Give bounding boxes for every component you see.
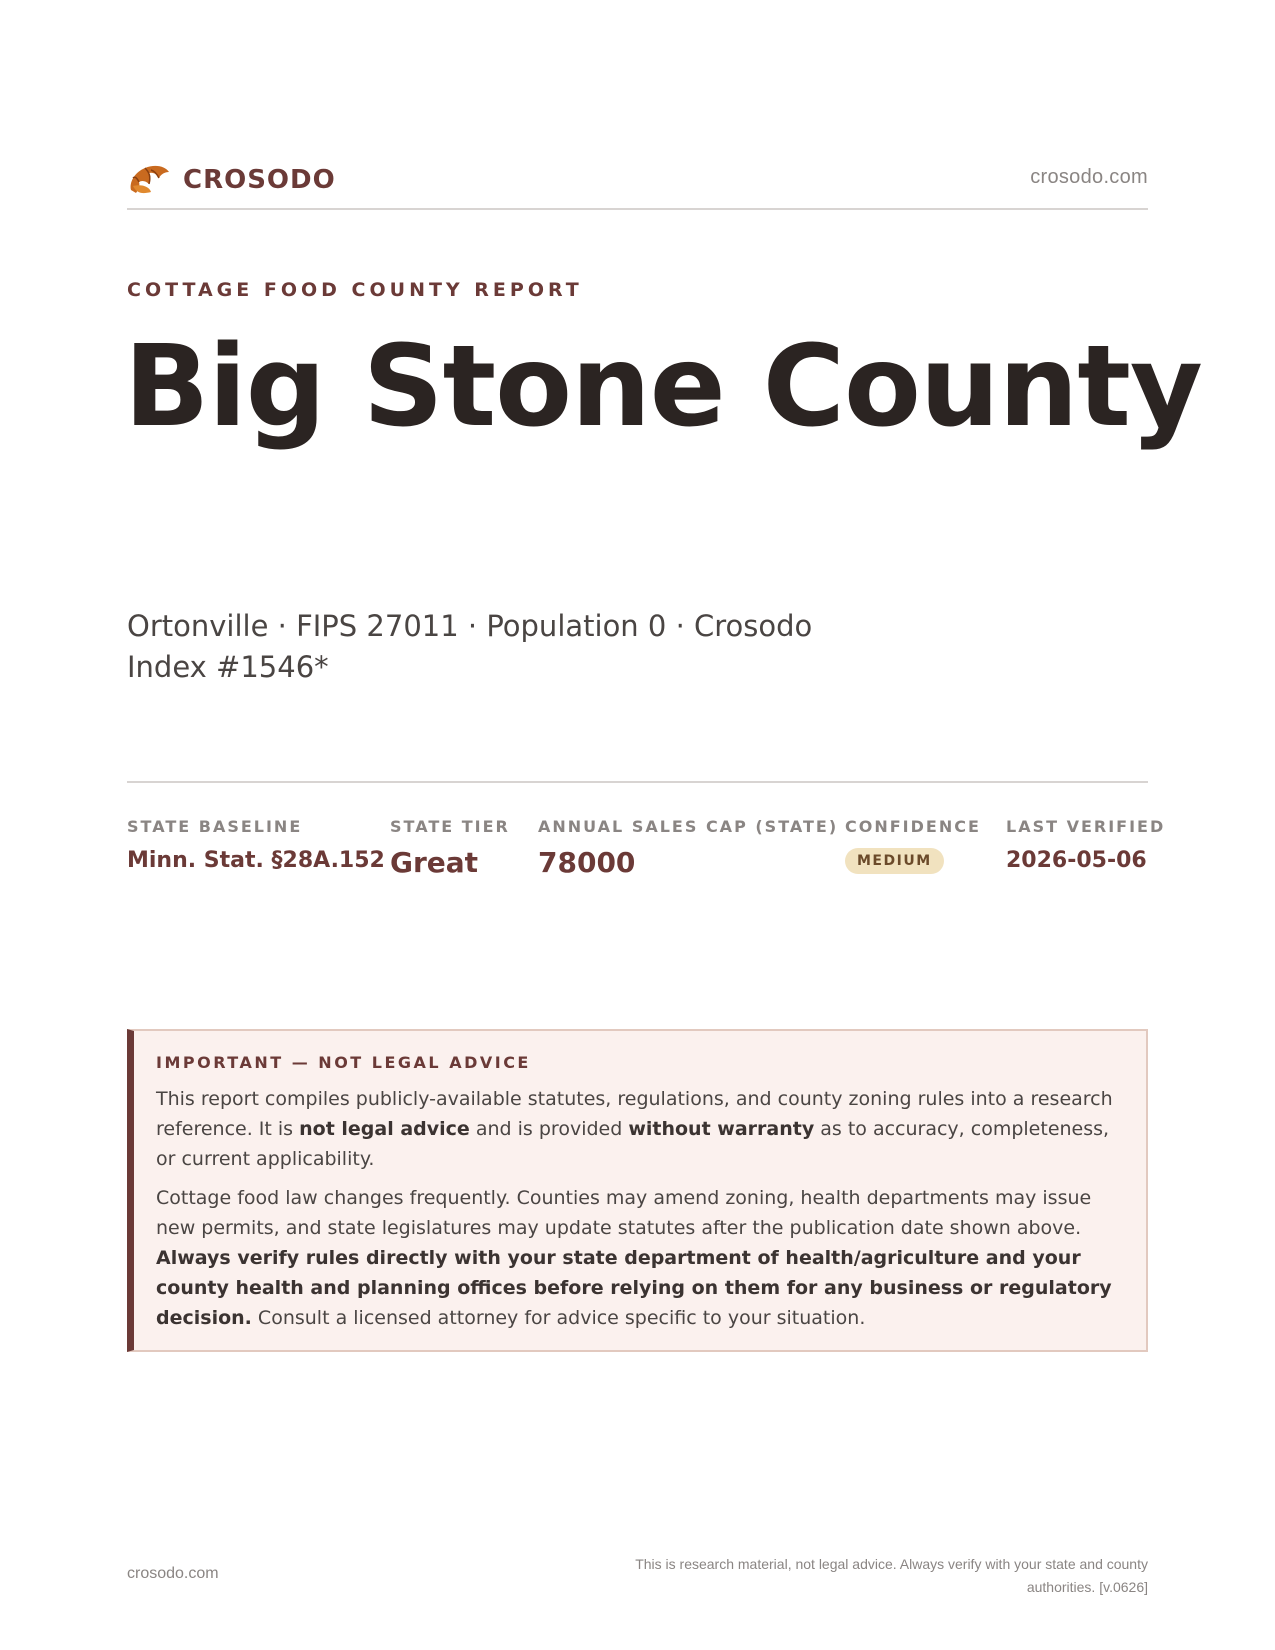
footer-disclaimer: This is research material, not legal advice. Always verify with your state and county authorities. [v.0626] bbox=[635, 1556, 1148, 1595]
stat-value: Minn. Stat. §28A.152 bbox=[127, 848, 385, 873]
brand bbox=[127, 160, 336, 200]
page-title: Big Stone County bbox=[124, 322, 1202, 452]
stat-label: CONFIDENCE bbox=[845, 817, 981, 836]
stat-sales-cap bbox=[538, 817, 838, 879]
stat-label: STATE TIER bbox=[390, 817, 510, 836]
notice-paragraph bbox=[156, 1183, 1124, 1333]
stat-last-verified bbox=[1006, 817, 1165, 873]
footer-site-url[interactable]: crosodo.com bbox=[127, 1565, 219, 1582]
notice-emphasis: Always verify rules directly with your state department of health/agriculture and your county health and planning offices before relying on them for any business or regulatory decision. bbox=[156, 1247, 1112, 1329]
brand-name: CROSODO bbox=[183, 165, 336, 195]
notice-text: and is provided bbox=[469, 1118, 629, 1140]
stats-divider bbox=[127, 781, 1148, 783]
report-subtitle: Ortonville · FIPS 27011 · Population 0 · Crosodo Index #1546* bbox=[127, 609, 813, 684]
notice-text: This report compiles publicly-available statutes, regulations, and county zoning rules into a research reference. It is bbox=[156, 1088, 1113, 1140]
stat-state-tier bbox=[390, 817, 510, 879]
legal-notice bbox=[127, 1029, 1148, 1352]
stat-value: 78000 bbox=[538, 846, 636, 879]
stat-label: ANNUAL SALES CAP (STATE) bbox=[538, 817, 839, 836]
page-header bbox=[127, 158, 1148, 210]
stat-value: Great bbox=[390, 846, 479, 879]
notice-paragraph bbox=[156, 1084, 1124, 1174]
notice-text: Cottage food law changes frequently. Counties may amend zoning, health departments may issue new permits, and state legislatures may update statutes after the publication date shown above. bbox=[156, 1187, 1092, 1239]
notice-title: IMPORTANT — NOT LEGAL ADVICE bbox=[156, 1053, 531, 1072]
notice-text: as to accuracy, completeness, or current applicability. bbox=[156, 1118, 1110, 1170]
stat-label: LAST VERIFIED bbox=[1006, 817, 1166, 836]
notice-emphasis: without warranty bbox=[628, 1118, 815, 1140]
stat-state-baseline bbox=[127, 817, 385, 873]
stat-label: STATE BASELINE bbox=[127, 817, 303, 836]
report-eyebrow: COTTAGE FOOD COUNTY REPORT bbox=[127, 279, 583, 301]
stat-value: 2026-05-06 bbox=[1006, 848, 1147, 873]
site-url[interactable]: crosodo.com bbox=[1030, 166, 1148, 188]
notice-text: Consult a licensed attorney for advice specific to your situation. bbox=[251, 1307, 866, 1329]
croissant-icon bbox=[127, 160, 171, 200]
status-badge: MEDIUM bbox=[845, 848, 944, 874]
notice-emphasis: not legal advice bbox=[299, 1118, 470, 1140]
stat-confidence bbox=[845, 817, 981, 874]
